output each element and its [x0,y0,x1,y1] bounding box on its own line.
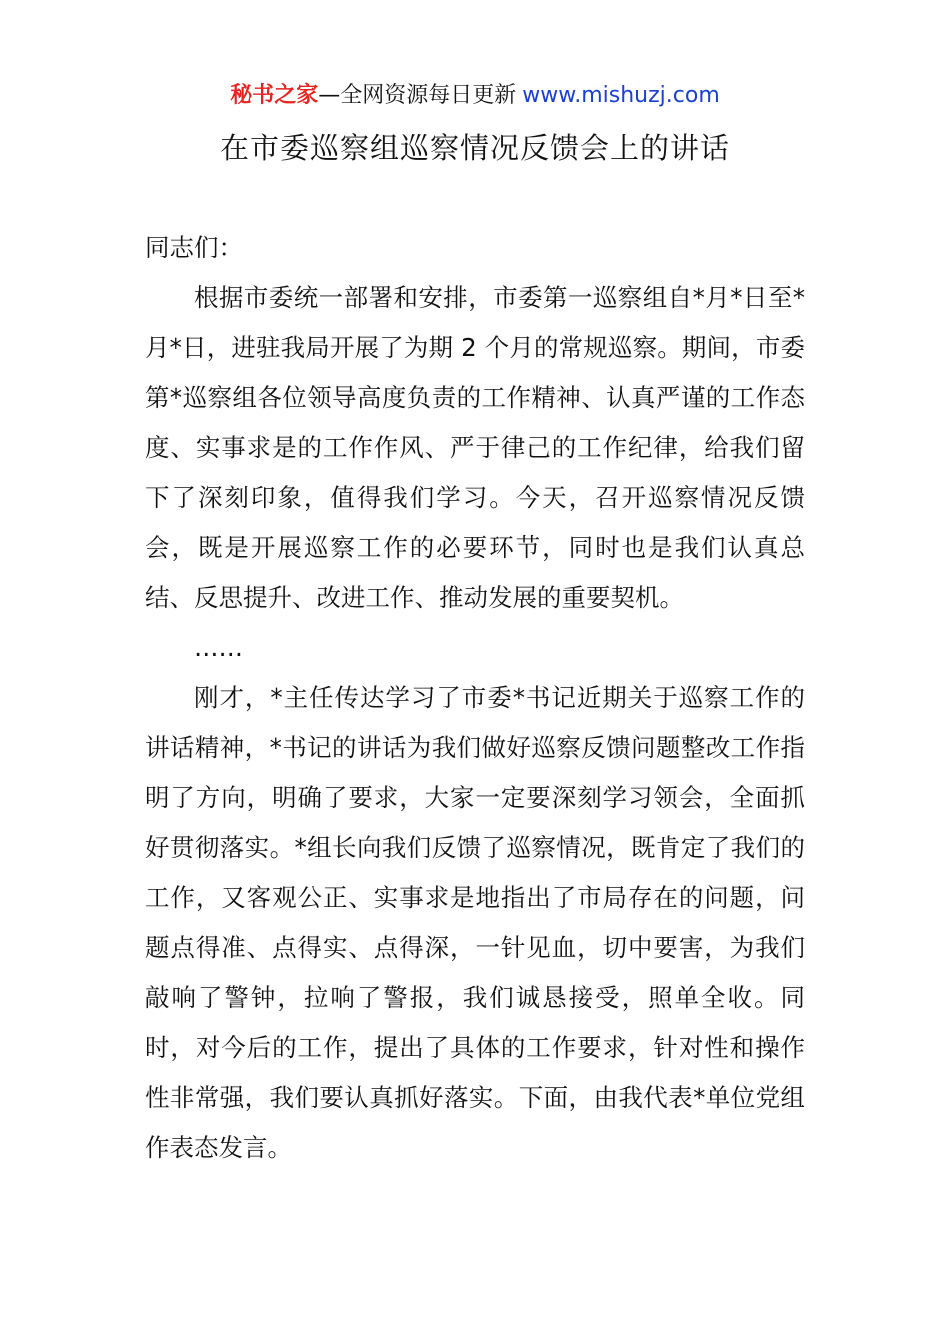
document-body [145,223,805,1173]
paragraph-1: 根据市委统一部署和安排，市委第一巡察组自*月*日至*月*日，进驻我局开展了为期 2 个月的常规巡察。期间，市委第*巡察组各位领导高度负责的工作精神、认真严谨的工作态度、实事求是的工作作风、严于律己的工作纪律，给我们留下了深刻印象，值得我们学习。今天，召开巡察情况反馈会，既是开展巡察工作的必要环节，同时也是我们认真总结、反思提升、改进工作、推动发展的重要契机。 [145,283,805,612]
site-url-link[interactable]: www.mishuzj.com [522,83,720,108]
brand-name: 秘书之家 [230,83,319,108]
ellipsis-paragraph: …… [194,633,243,662]
header-tagline: —全网资源每日更新 [318,83,517,108]
site-header [0,80,950,112]
paragraph-2: 刚才，*主任传达学习了市委*书记近期关于巡察工作的讲话精神，*书记的讲话为我们做好巡察反馈问题整改工作指明了方向，明确了要求，大家一定要深刻学习领会，全面抓好贯彻落实。*组长向我们反馈了巡察情况，既肯定了我们的工作，又客观公正、实事求是地指出了市局存在的问题，问题点得准、点得实、点得深，一针见血，切中要害，为我们敲响了警钟，拉响了警报，我们诚恳接受，照单全收。同时，对今后的工作，提出了具体的工作要求，针对性和操作性非常强，我们要认真抓好落实。下面，由我代表*单位党组作表态发言。 [145,683,805,1162]
document-title: 在市委巡察组巡察情况反馈会上的讲话 [219,131,730,165]
salutation: 同志们： [145,233,243,262]
